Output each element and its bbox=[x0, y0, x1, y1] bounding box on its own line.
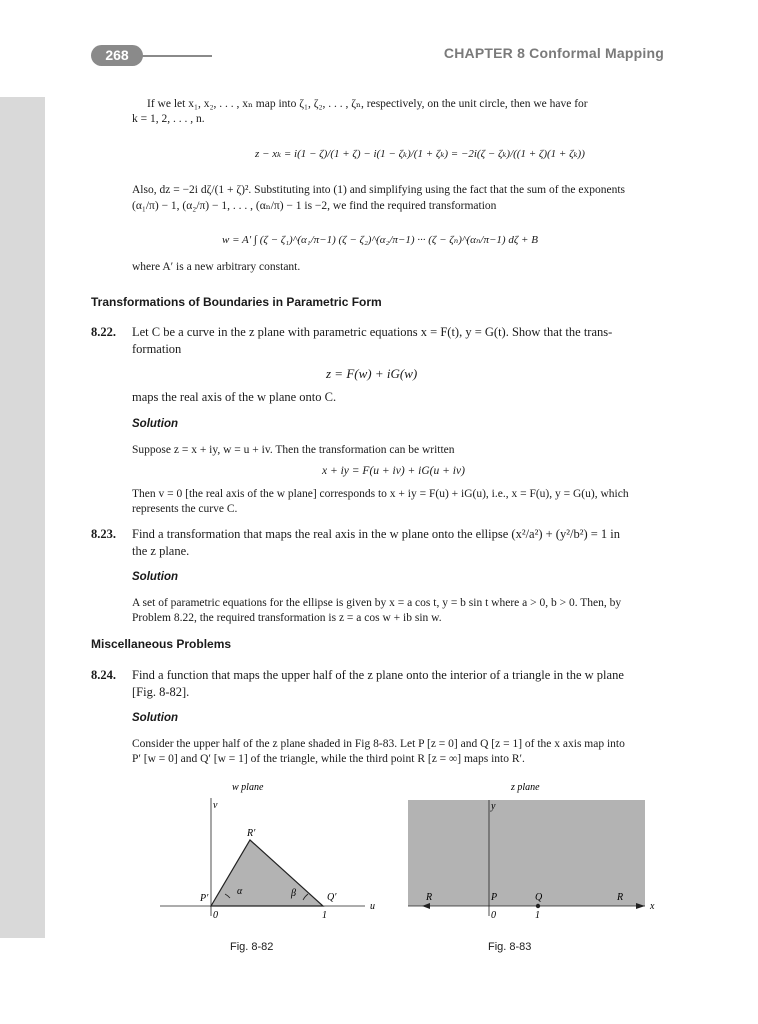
solution-label-8-22: Solution bbox=[132, 418, 178, 430]
upper-half-plane-shaded bbox=[408, 800, 645, 906]
problem-8-24-number: 8.24. bbox=[91, 668, 116, 682]
fig82-caption: Fig. 8-82 bbox=[230, 941, 274, 953]
solution-8-23-line-1: A set of parametric equations for the ellipse is given by x = a cos t, y = b sin t where a > 0, b > 0. Then, by bbox=[132, 597, 622, 609]
fig83-r-right-label: R bbox=[617, 892, 624, 903]
fig82-r-prime-label: R′ bbox=[247, 828, 256, 839]
page-margin-bar bbox=[0, 97, 45, 938]
fig83-caption: Fig. 8-83 bbox=[488, 941, 532, 953]
solution-8-22-line-1: Suppose z = x + iy, w = u + iv. Then the transformation can be written bbox=[132, 444, 455, 456]
fig82-alpha-label: α bbox=[237, 886, 243, 897]
where-line: where A′ is a new arbitrary constant. bbox=[132, 261, 301, 273]
problem-8-22-line-1: Let C be a curve in the z plane with parametric equations x = F(t), y = G(t). Show that the trans- bbox=[132, 325, 613, 339]
solution-label-8-23: Solution bbox=[132, 571, 178, 583]
fig83-y-label: y bbox=[491, 801, 496, 812]
fig83-point-q bbox=[536, 904, 540, 908]
problem-8-23-line-1: Find a transformation that maps the real axis in the w plane onto the ellipse (x²/a²) + (y²/b²) = 1 in bbox=[132, 527, 621, 541]
problem-8-23-number: 8.23. bbox=[91, 527, 116, 541]
solution-8-22-line-2: Then v = 0 [the real axis of the w plane] corresponds to x + iy = F(u) + iG(u), i.e., x = F(u), y = G(u), which bbox=[132, 488, 629, 500]
problem-8-22-number: 8.22. bbox=[91, 325, 116, 339]
equation-z-F-G: z = F(w) + iG(w) bbox=[326, 366, 418, 381]
problem-8-23-line-2: the z plane. bbox=[132, 544, 190, 558]
fig82-q-prime-label: Q′ bbox=[327, 892, 337, 903]
figure-8-83 bbox=[400, 778, 660, 918]
header-rule bbox=[140, 55, 212, 57]
fig83-zero-label: 0 bbox=[491, 910, 496, 918]
fig83-one-label: 1 bbox=[535, 910, 540, 918]
section-heading-parametric: Transformations of Boundaries in Parametric Form bbox=[91, 295, 382, 309]
fig83-q-label: Q bbox=[535, 892, 543, 903]
section-heading-miscellaneous: Miscellaneous Problems bbox=[91, 637, 232, 651]
solution-label-8-24: Solution bbox=[132, 712, 178, 724]
solution-8-24-line-1: Consider the upper half of the z plane shaded in Fig 8-83. Let P [z = 0] and Q [z = 1] of the x axis map into bbox=[132, 738, 625, 750]
solution-8-23-line-2: Problem 8.22, the required transformation is z = a cos w + ib sin w. bbox=[132, 612, 442, 624]
problem-8-24-line-2: [Fig. 8-82]. bbox=[132, 685, 190, 699]
intro-line-2: k = 1, 2, . . . , n. bbox=[132, 113, 205, 125]
solution-8-22-line-3: represents the curve C. bbox=[132, 503, 238, 515]
problem-8-22-line-2: formation bbox=[132, 342, 182, 356]
problem-8-22-line-3: maps the real axis of the w plane onto C. bbox=[132, 390, 337, 404]
fig83-x-label: x bbox=[650, 901, 655, 912]
also-line-1: Also, dz = −2i dζ/(1 + ζ)². Substituting into (1) and simplifying using the fact that the sum of the exponents bbox=[132, 184, 626, 196]
equation-z-minus-xk: z − xₖ = i(1 − ζ)/(1 + ζ) − i(1 − ζₖ)/(1 + ζₖ) = −2i(ζ − ζₖ)/((1 + ζ)(1 + ζₖ)) bbox=[255, 148, 585, 160]
fig82-zero-label: 0 bbox=[213, 910, 218, 918]
fig83-title: z plane bbox=[511, 782, 540, 793]
problem-8-24-line-1: Find a function that maps the upper half of the z plane onto the interior of a triangle in the w plane bbox=[132, 668, 624, 682]
intro-line-1: If we let x₁, x₂, . . . , xₙ map into ζ₁, ζ₂, . . . , ζₙ, respectively, on the unit circle, then we have for bbox=[147, 98, 588, 110]
chapter-heading: CHAPTER 8 Conformal Mapping bbox=[443, 45, 664, 61]
fig82-one-label: 1 bbox=[322, 910, 327, 918]
fig82-p-prime-label: P′ bbox=[200, 893, 209, 904]
equation-x-iy: x + iy = F(u + iv) + iG(u + iv) bbox=[322, 465, 465, 477]
solution-8-24-line-2: P′ [w = 0] and Q′ [w = 1] of the triangle, while the third point R [z = ∞] maps into R′. bbox=[132, 753, 525, 765]
fig82-beta-label: β bbox=[291, 888, 296, 899]
fig82-v-label: v bbox=[213, 800, 218, 811]
also-line-2: (α₁/π) − 1, (α₂/π) − 1, . . . , (αₙ/π) − 1 is −2, we find the required transformation bbox=[132, 200, 497, 212]
fig83-p-label: P bbox=[491, 892, 498, 903]
figure-8-82 bbox=[150, 778, 390, 918]
fig82-u-label: u bbox=[370, 901, 375, 912]
fig83-r-left-label: R bbox=[426, 892, 433, 903]
page-number: 268 bbox=[91, 45, 143, 66]
equation-w-integral: w = A′ ∫ (ζ − ζ₁)^(α₁/π−1) (ζ − ζ₂)^(α₂/π−1) ··· (ζ − ζₙ)^(αₙ/π−1) dζ + B bbox=[222, 234, 538, 246]
fig82-title: w plane bbox=[232, 782, 264, 793]
